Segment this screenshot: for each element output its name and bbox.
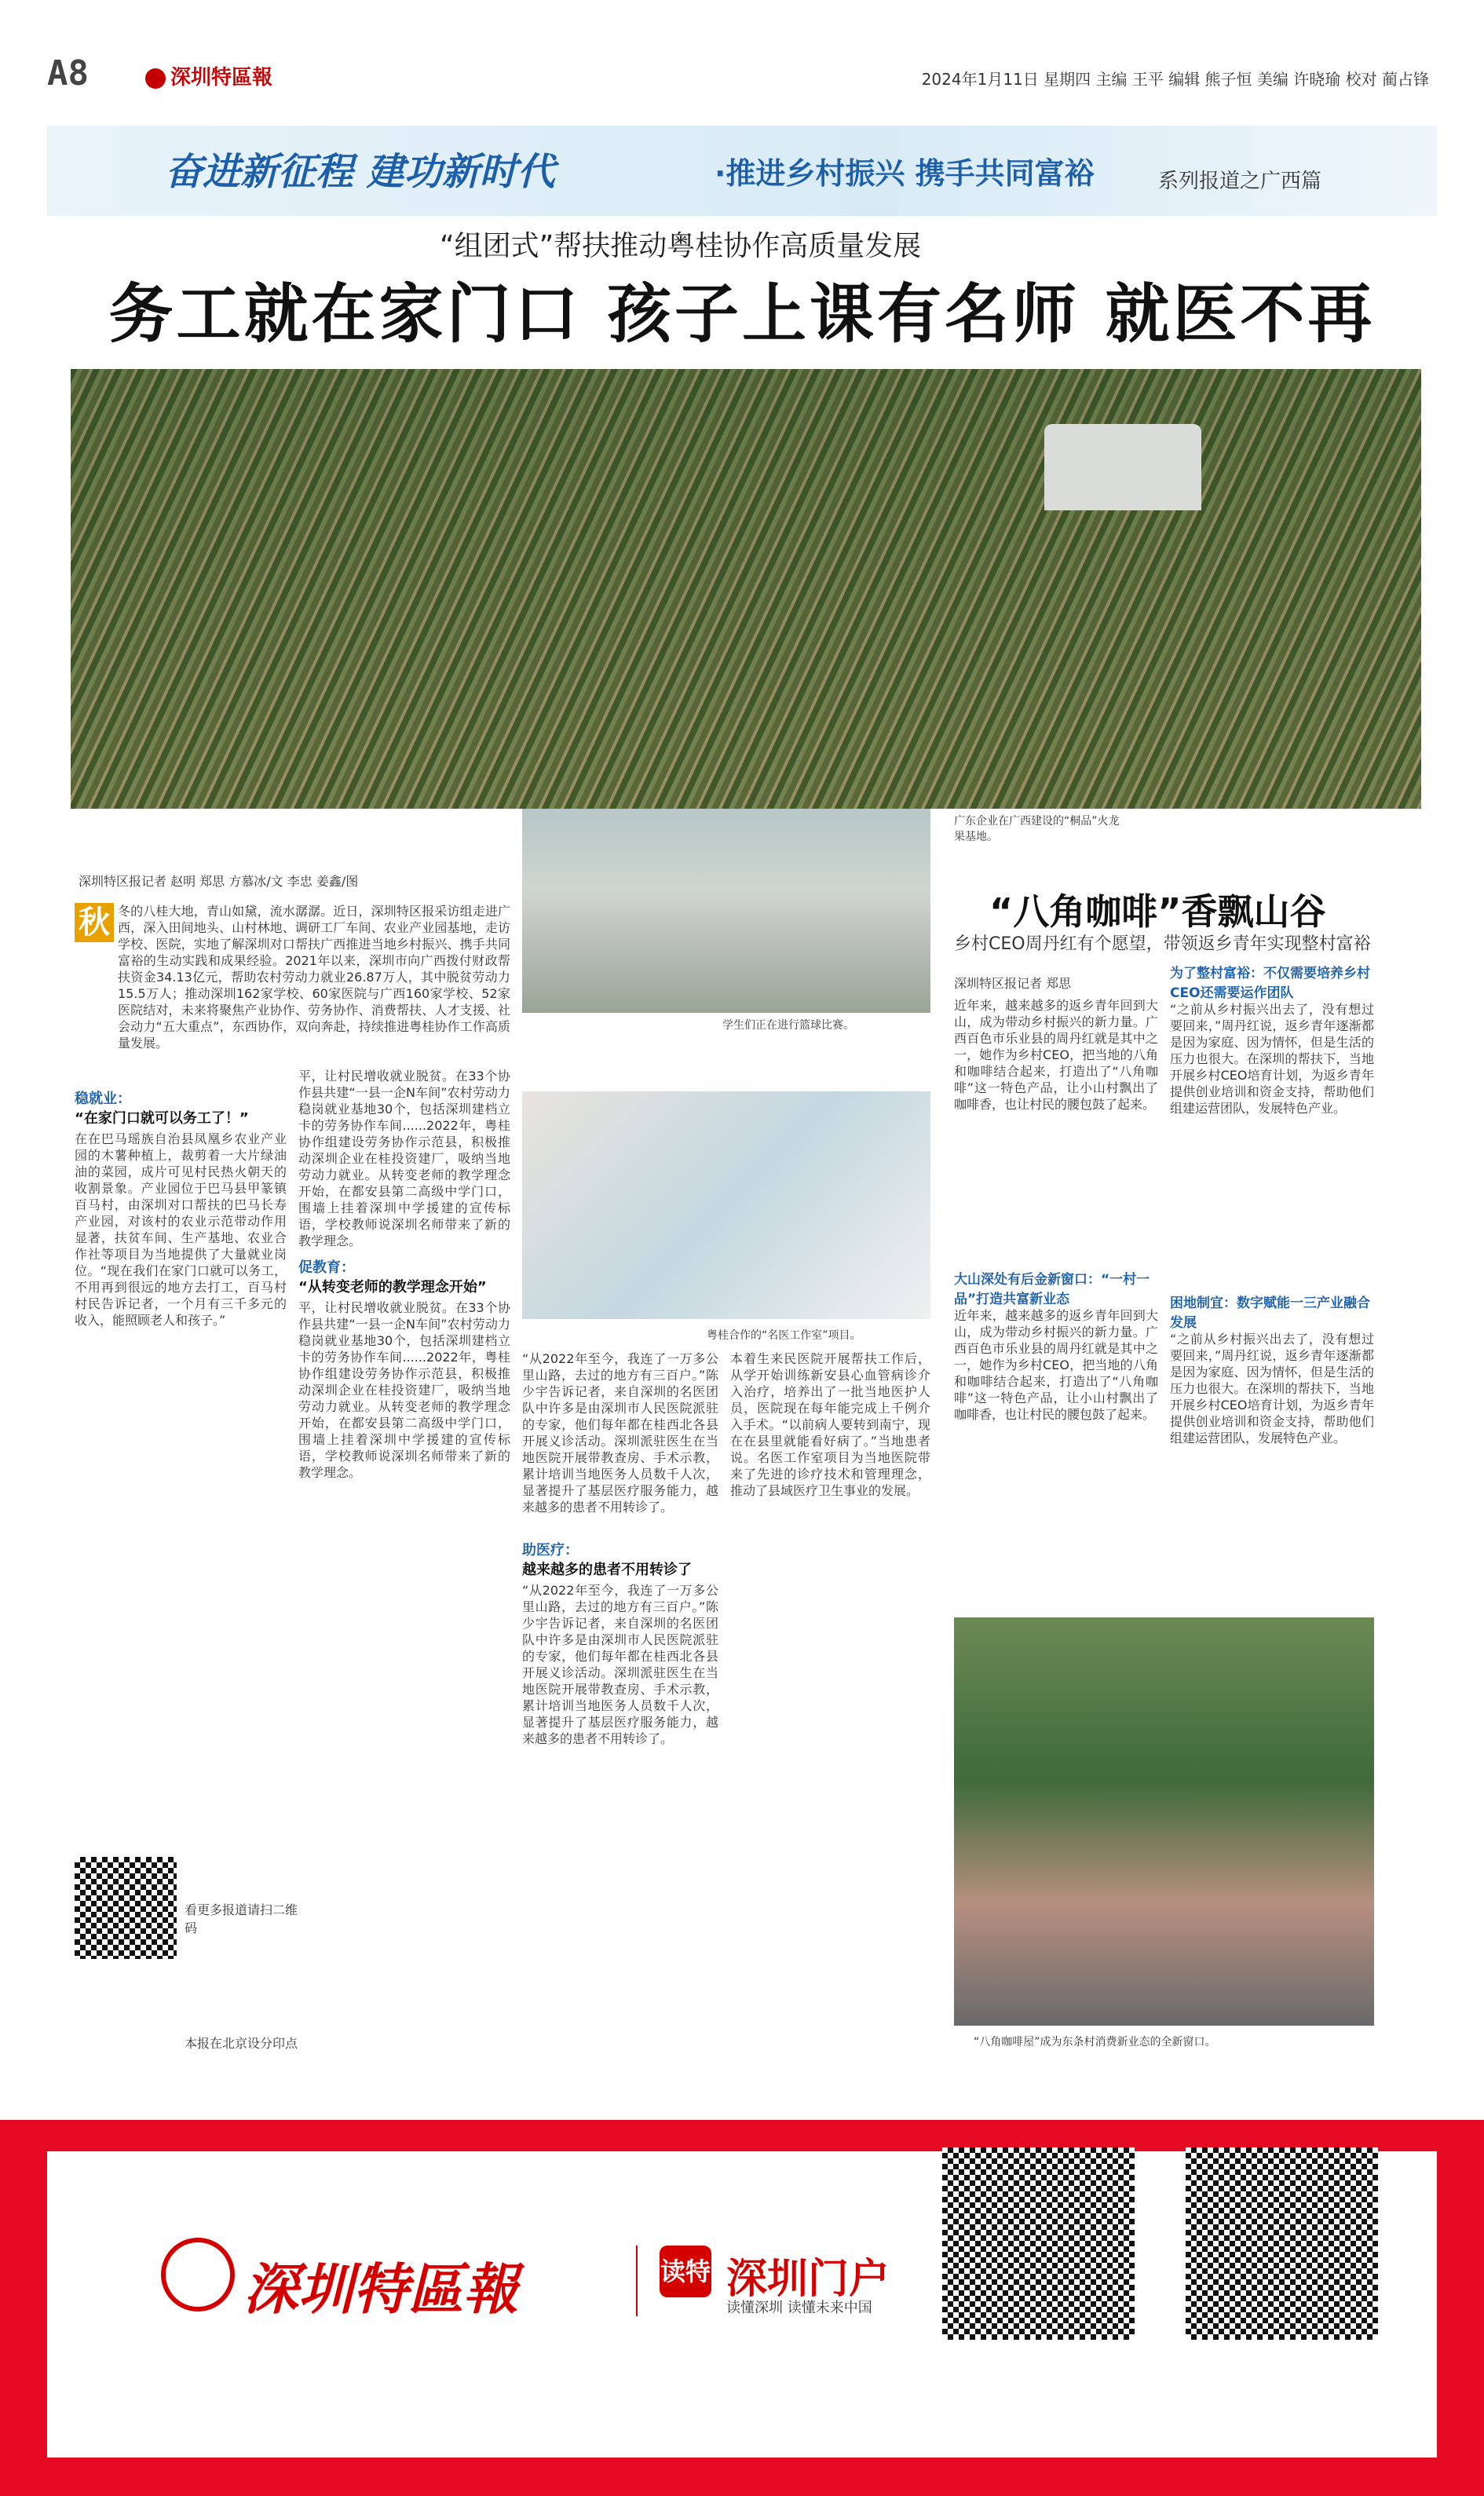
- coffee-house-photo: [954, 1617, 1374, 2026]
- paper-logo-large: 深圳特區報: [243, 2257, 518, 2322]
- dute-app-icon: 读特: [660, 2246, 711, 2297]
- banner-slogan-left: 奋进新征程 建功新时代: [165, 150, 555, 194]
- clinic-caption: 粤桂合作的“名医工作室”项目。: [707, 1329, 861, 1342]
- article-headline: 务工就在家门口 孩子上课有名师 就医不再: [108, 277, 1376, 352]
- coffee-title: “八角咖啡”香飘山谷: [989, 890, 1326, 933]
- logo-divider: [636, 2246, 638, 2316]
- logo-mark-icon: [145, 68, 166, 89]
- app-slogan: 读懂深圳 读懂未来中国: [726, 2300, 872, 2316]
- paper-name: 深圳特區報: [170, 66, 273, 90]
- section-subtitle-jobs: “在家门口就可以务工了！”: [75, 1110, 249, 1127]
- app-qr-code[interactable]: [942, 2147, 1135, 2340]
- body-column-3b: “从2022年至今，我连了一万多公里山路，去过的地方有三百户。”陈少宇告诉记者，来自深圳的名医团队中许多是由深圳市人民医院派驻的专家，他们每年都在桂西北各县开展义诊活动。深圳派驻医生在当地医院开展带教查房、手术示教，累计培训当地医务人员数千人次，显著提升了基层医疗服务能力，越来越多的患者不用转诊了。: [522, 1583, 718, 1746]
- section-title-edu: 促教育：: [298, 1259, 355, 1276]
- hero-caption: 广东企业在广西建设的“桐品”火龙果基地。: [954, 815, 1120, 843]
- section-subtitle-edu: “从转变老师的教学理念开始”: [298, 1279, 487, 1296]
- body-column-1: 在在巴马瑶族自治县凤凰乡农业产业园的木薯种植上，裁剪着一大片绿油油的菜园，成片可见村民热火朝天的收割景象。产业园位于巴马县甲篆镇百马村，由深圳对口帮扶的巴马长寿产业园，对该村的农业示范带动作用显著，扶贫车间、生产基地、农业合作社等项目为当地提供了大量就业岗位。“现在我们在家门口就可以务工，不用再到很远的地方去打工，百马村村民告诉记者，一个月有三千多元的收入，能照顾老人和孩子。”: [75, 1131, 287, 1328]
- footer-note: 本报在北京设分印点: [185, 2036, 298, 2051]
- clinic-photo: [522, 1091, 930, 1319]
- coffee-body-a1: 近年来，越来越多的返乡青年回到大山，成为带动乡村振兴的新力量。广西百色市乐业县的周丹红就是其中之一，她作为乡村CEO，把当地的八角和咖啡结合起来，打造出了“八角咖啡”这一特色产品，让小山村飘出了咖啡香，也让村民的腰包鼓了起来。: [954, 998, 1158, 1112]
- coffee-section-1: 为了整村富裕：不仅需要培养乡村CEO还需要运作团队: [1170, 966, 1370, 1001]
- issue-meta: 2024年1月11日 星期四 主编 王平 编辑 熊子恒 美编 许晓瑜 校对 蔺占锋: [921, 70, 1429, 89]
- page-number: A8: [47, 53, 89, 93]
- article-byline: 深圳特区报记者 赵明 郑思 方慕冰/文 李忠 姜鑫/图: [79, 874, 359, 889]
- app-name: 深圳门户: [726, 2256, 890, 2303]
- paper-logo-small: [145, 61, 272, 90]
- coffee-section-3: 困地制宜：数字赋能一三产业融合发展: [1170, 1296, 1370, 1331]
- body-column-3a: “从2022年至今，我连了一万多公里山路，去过的地方有三百户。”陈少宇告诉记者，来自深圳的名医团队中许多是由深圳市人民医院派驻的专家，他们每年都在桂西北各县开展义诊活动。深圳派驻医生在当地医院开展带教查房、手术示教，累计培训当地医务人员数千人次，显著提升了基层医疗服务能力，越来越多的患者不用转诊了。: [522, 1351, 718, 1515]
- coffee-photo-caption: “八角咖啡屋”成为东条村消费新业态的全新窗口。: [974, 2036, 1216, 2048]
- coffee-section-2: 大山深处有后金新窗口：“一村一品”打造共富新业态: [954, 1272, 1150, 1307]
- coffee-body-b2: “之前从乡村振兴出去了，没有想过要回来，”周丹红说，返乡青年逐渐都是因为家庭、因为情怀，但是生活的压力也很大。在深圳的帮扶下，当地开展乡村CEO培育计划，为返乡青年提供创业培训和资金支持，帮助他们组建运营团队，发展特色产业。: [1170, 1332, 1374, 1445]
- article-qr-code[interactable]: [75, 1857, 177, 1959]
- body-column-4: 本着生来民医院开展帮扶工作后，从学开始训练新安县心血管病诊介入治疗，培养出了一批当地医护人员，医院现在每年能完成上千例介入手术。“以前病人要转到南宁，现在在县里就能看好病了。”当地患者说。名医工作室项目为当地医院带来了先进的诊疗技术和管理理念，推动了县域医疗卫生事业的发展。: [730, 1351, 930, 1498]
- hero-photo-shade: [71, 369, 1421, 809]
- body-column-2a: 平，让村民增收就业脱贫。在33个协作县共建“一县一企N车间”农村劳动力稳岗就业基地30个，包括深圳建档立卡的劳务协作车间......2022年，粤桂协作组建设劳务协作示范县，积极推动深圳企业在桂投资建厂，吸纳当地劳动力就业。从转变老师的教学理念开始，在都安县第二高级中学门口，围墙上挂着深圳中学援建的宣传标语，学校教师说深圳名师带来了新的教学理念。: [298, 1069, 510, 1248]
- dropcap: 秋: [75, 903, 114, 942]
- banner-slogan-right: ·推进乡村振兴 携手共同富裕: [715, 156, 1095, 191]
- banner-series: 系列报道之广西篇: [1158, 170, 1322, 193]
- paper-qr-code[interactable]: [1186, 2147, 1378, 2340]
- paper-logo-circle-icon: [161, 2238, 235, 2311]
- coffee-body-b1: “之前从乡村振兴出去了，没有想过要回来，”周丹红说，返乡青年逐渐都是因为家庭、因为情怀，但是生活的压力也很大。在深圳的帮扶下，当地开展乡村CEO培育计划，为返乡青年提供创业培训和资金支持，帮助他们组建运营团队，发展特色产业。: [1170, 1002, 1374, 1116]
- basketball-photo: [522, 809, 930, 1013]
- article-lead: 冬的八桂大地，青山如黛，流水潺潺。近日，深圳特区报采访组走进广西，深入田间地头、山村林地、调研工厂车间、农业产业园基地，走访学校、医院，实地了解深圳对口帮扶广西推进当地乡村振兴、携手共同富裕的生动实践和成果经验。2021年以来，深圳市向广西拨付财政帮扶资金34.13亿元，帮助农村劳动力就业26.87万人，其中脱贫劳动力15.5万人；推动深圳162家学校、60家医院与广西160家学校、52家医院结对，未来将聚焦产业协作、劳务协作、消费帮扶、人才支援、社会动力“五大重点”，东西协作，双向奔赴，持续推进粤桂协作工作高质量发展。: [118, 904, 510, 1051]
- coffee-body-a2: 近年来，越来越多的返乡青年回到大山，成为带动乡村振兴的新力量。广西百色市乐业县的周丹红就是其中之一，她作为乡村CEO，把当地的八角和咖啡结合起来，打造出了“八角咖啡”这一特色产品，让小山村飘出了咖啡香，也让村民的腰包鼓了起来。: [954, 1308, 1158, 1422]
- section-subtitle-health: 越来越多的患者不用转诊了: [522, 1562, 692, 1578]
- article-kicker: “组团式”帮扶推动粤桂协作高质量发展: [440, 230, 922, 262]
- greenhouse-shape: [1044, 424, 1201, 510]
- section-title-health: 助医疗：: [522, 1542, 579, 1559]
- coffee-byline: 深圳特区报记者 郑思: [954, 976, 1072, 991]
- basketball-caption: 学生们正在进行篮球比赛。: [722, 1019, 854, 1032]
- qr-hint: 看更多报道请扫二维码: [185, 1902, 298, 1935]
- body-column-2b: 平，让村民增收就业脱贫。在33个协作县共建“一县一企N车间”农村劳动力稳岗就业基地30个，包括深圳建档立卡的劳务协作车间......2022年，粤桂协作组建设劳务协作示范县，积极推动深圳企业在桂投资建厂，吸纳当地劳动力就业。从转变老师的教学理念开始，在都安县第二高级中学门口，围墙上挂着深圳中学援建的宣传标语，学校教师说深圳名师带来了新的教学理念。: [298, 1300, 510, 1480]
- coffee-subtitle: 乡村CEO周丹红有个愿望，带领返乡青年实现整村富裕: [954, 934, 1371, 954]
- section-title-jobs: 稳就业：: [75, 1091, 131, 1107]
